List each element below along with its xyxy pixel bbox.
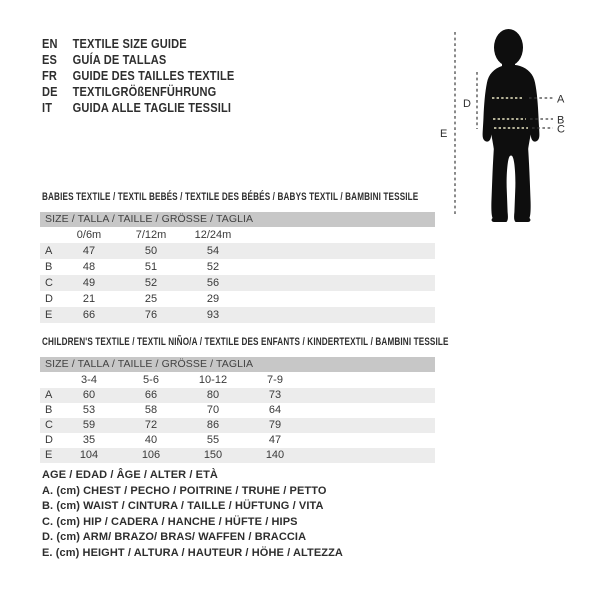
size-value-cell: 93	[206, 309, 220, 321]
size-value-cell: 49	[82, 277, 96, 289]
size-value-cell: 106	[141, 449, 161, 461]
language-code: FR	[42, 68, 58, 83]
child-measurement-figure	[435, 15, 600, 230]
size-value-cell: 55	[206, 434, 220, 446]
language-code: IT	[42, 100, 53, 115]
babies-table-title: BABIES TEXTILE / TEXTIL BEBÉS / TEXTILE DES BÉBÉS / BABYS TEXTIL / BAMBINI TESSILE	[42, 191, 419, 203]
size-value-cell: 76	[144, 309, 158, 321]
table-row	[40, 388, 435, 403]
size-value-cell: 150	[203, 449, 223, 461]
measure-row-label: A	[45, 245, 53, 257]
size-value-cell: 72	[144, 419, 158, 431]
table-row	[40, 243, 435, 259]
language-title: GUÍA DE TALLAS	[72, 52, 167, 67]
measure-row-label: B	[45, 404, 53, 416]
size-value-cell: 60	[82, 389, 96, 401]
size-value-cell: 104	[79, 449, 99, 461]
measure-row-label: D	[45, 434, 53, 446]
size-value-cell: 66	[82, 309, 96, 321]
measure-row-label: E	[45, 309, 53, 321]
measure-row-label: C	[45, 277, 53, 289]
language-row	[42, 52, 234, 68]
size-value-cell: 47	[82, 245, 96, 257]
size-value-cell: 70	[206, 404, 220, 416]
size-value-cell: 56	[206, 277, 220, 289]
table-row	[40, 433, 435, 448]
age-column-header: 0/6m	[76, 229, 102, 241]
chest-label: A	[557, 93, 565, 106]
size-value-cell: 54	[206, 245, 220, 257]
language-row	[42, 36, 234, 52]
age-column-header: 10-12	[198, 374, 228, 386]
measure-row-label: B	[45, 261, 53, 273]
language-title: GUIDA ALLE TAGLIE TESSILI	[72, 100, 232, 115]
language-code: ES	[42, 52, 58, 67]
waist-label: B	[557, 114, 565, 127]
language-title: TEXTILE SIZE GUIDE	[72, 36, 187, 51]
language-code: DE	[42, 84, 58, 99]
size-value-cell: 59	[82, 419, 96, 431]
age-column-header: 12/24m	[194, 229, 232, 241]
size-value-cell: 66	[144, 389, 158, 401]
size-value-cell: 29	[206, 293, 220, 305]
size-value-cell: 50	[144, 245, 158, 257]
size-value-cell: 52	[206, 261, 220, 273]
table-row	[40, 418, 435, 433]
size-value-cell: 25	[144, 293, 158, 305]
language-title: GUIDE DES TAILLES TEXTILE	[72, 68, 235, 83]
babies-size-header-bar: SIZE / TALLA / TAILLE / GRÖSSE / TAGLIA	[40, 212, 435, 227]
language-title-list	[42, 36, 234, 116]
children-table	[40, 373, 435, 463]
child-silhouette-icon	[483, 29, 540, 222]
size-value-cell: 51	[144, 261, 158, 273]
table-row	[40, 291, 435, 307]
language-title: TEXTILGRÖßENFÜHRUNG	[72, 84, 217, 99]
size-value-cell: 73	[268, 389, 282, 401]
size-value-cell: 47	[268, 434, 282, 446]
size-value-cell: 86	[206, 419, 220, 431]
size-value-cell: 140	[265, 449, 285, 461]
age-column-header: 7-9	[267, 374, 283, 386]
table-row	[40, 448, 435, 463]
size-value-cell: 21	[82, 293, 96, 305]
hip-label: C	[557, 123, 565, 136]
row-label-cell	[40, 373, 58, 388]
language-code: EN	[42, 36, 58, 51]
age-column-header: 3-4	[81, 374, 97, 386]
size-value-cell: 52	[144, 277, 158, 289]
language-row	[42, 100, 234, 116]
size-value-cell: 79	[268, 419, 282, 431]
age-column-header: 7/12m	[135, 229, 167, 241]
row-label-cell	[40, 228, 58, 243]
legend-item: E. (cm) HEIGHT / ALTURA / HAUTEUR / HÖHE / ALTEZZA	[42, 546, 343, 559]
arm-label: D	[463, 98, 471, 110]
table-row	[40, 275, 435, 291]
size-value-cell: 40	[144, 434, 158, 446]
measure-row-label: E	[45, 449, 53, 461]
age-column-header: 5-6	[143, 374, 159, 386]
legend-item: C. (cm) HIP / CADERA / HANCHE / HÜFTE / HIPS	[42, 515, 298, 528]
measure-row-label: C	[45, 419, 53, 431]
legend-item: D. (cm) ARM/ BRAZO/ BRAS/ WAFFEN / BRACCIA	[42, 531, 307, 543]
legend-item: B. (cm) WAIST / CINTURA / TAILLE / HÜFTUNG / VITA	[42, 500, 324, 512]
size-value-cell: 53	[82, 404, 96, 416]
size-value-cell: 58	[144, 404, 158, 416]
size-value-cell: 64	[268, 404, 282, 416]
age-header-row	[40, 373, 435, 388]
measurement-legend	[42, 468, 343, 561]
size-value-cell: 48	[82, 261, 96, 273]
table-row	[40, 403, 435, 418]
age-header-row	[40, 228, 435, 243]
babies-table	[40, 228, 435, 323]
legend-age-line: AGE / EDAD / ÂGE / ALTER / ETÀ	[42, 469, 218, 481]
legend-list	[42, 484, 343, 562]
children-table-title: CHILDREN'S TEXTILE / TEXTIL NIÑO/A / TEXTILE DES ENFANTS / KINDERTEXTIL / BAMBINI TESSILE	[42, 336, 449, 348]
table-row	[40, 307, 435, 323]
size-value-cell: 80	[206, 389, 220, 401]
height-label: E	[440, 128, 448, 140]
size-value-cell: 35	[82, 434, 96, 446]
measure-row-label: A	[45, 389, 53, 401]
children-size-header-bar: SIZE / TALLA / TAILLE / GRÖSSE / TAGLIA	[40, 357, 435, 372]
language-row	[42, 84, 234, 100]
table-row	[40, 259, 435, 275]
legend-item: A. (cm) CHEST / PECHO / POITRINE / TRUHE / PETTO	[42, 484, 327, 497]
language-row	[42, 68, 234, 84]
measure-row-label: D	[45, 293, 53, 305]
